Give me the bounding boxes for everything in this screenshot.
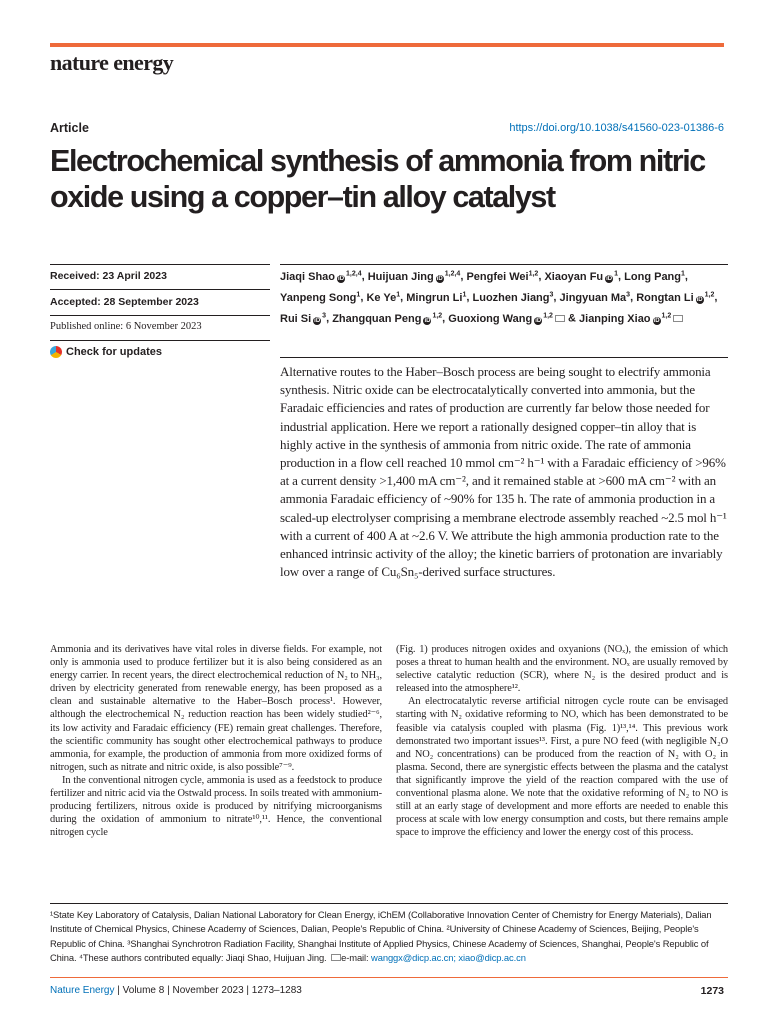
orcid-icon[interactable]: iD xyxy=(424,317,431,324)
author-name[interactable] xyxy=(448,313,565,325)
divider xyxy=(50,289,270,290)
author-name[interactable] xyxy=(280,313,326,325)
author-list: Jiaqi Shao iD$^{1,2,4}$, Huijuan Jing iD$^{1,2,4}$, Pengfei Wei$^{1,2}$, Xiaoyan Fu $iD^1$, Long Pang$^1$, Yanpeng Song$^1$, Ke Ye$^1$, Mingrun Li$^1$, Luozhen Jiang$^3$, Jingyuan Ma$^3$, Rongtan Li iD$^{1,2}$, Rui Si $iD^3$, Zhangquan Peng iD$^{1,2}$, Guoxiong Wang iD$^{1,2}$ & Jianping Xiao iD$^{1,2}$ xyxy=(280,270,718,325)
author-name[interactable] xyxy=(366,292,400,304)
orcid-icon[interactable]: iD xyxy=(653,317,660,324)
orcid-icon[interactable]: iD xyxy=(338,275,345,282)
orcid-icon[interactable]: iD xyxy=(535,317,542,324)
crossmark-icon xyxy=(50,346,62,358)
author-label: Yanpeng Song xyxy=(280,291,357,304)
affiliation-marker: 3 xyxy=(322,312,327,320)
body-column-right xyxy=(396,643,728,839)
affiliation-marker: 3 xyxy=(626,291,631,299)
affiliations xyxy=(50,908,728,965)
footer-rule xyxy=(50,977,728,978)
divider xyxy=(50,315,270,316)
orcid-icon[interactable]: iD xyxy=(696,296,703,303)
check-for-updates-label: Check for updates xyxy=(66,346,162,358)
author-name[interactable] xyxy=(466,271,538,283)
body-paragraph: (Fig. 1) produces nitrogen oxides and oxyanions (NOₓ), the emission of which poses a threat to human health and the environment. NOₓ are usually removed by selective catalytic reduction (SCR), where N₂ is the desired product and is released into the atmosphere¹². xyxy=(396,644,728,695)
footer-info: | Volume 8 | November 2023 | 1273–1283 xyxy=(114,985,302,996)
author-name[interactable] xyxy=(624,271,685,283)
envelope-icon xyxy=(331,954,341,961)
email-links[interactable]: wanggx@dicp.ac.cn; xiao@dicp.ac.cn xyxy=(371,951,526,963)
abstract: Alternative routes to the Haber–Bosch process are being sought to electrify ammonia synthesis. Nitric oxide can be electrocatalytically converted into ammonia, but the Faradaic efficiencies and rates of production are currently far below those needed for industrial application. Here we report a rationally designed copper–tin alloy that is highly active in the synthesis of ammonia from nitric oxide. The rate of ammonia production in a flow cell reached 10 mmol cm⁻² h⁻¹ with a Faradaic efficiency of >96% at a current density >1,400 mA cm⁻², and it remained stable at >600 mA cm⁻² with an ammonia Faradaic efficiency of ~90% for 135 h. The rate of ammonia production in a scaled-up electrolyser comprising a membrane electrode assembly reached ~2.5 mol h⁻¹ with a current of 400 A at ~2.6 V. We attribute the high ammonia production rate to the enhanced intrinsic activity of the alloy; the kinetic barriers of protonation are invariably low over a range of Cu₆Sn₅-derived surface structures. xyxy=(280,364,727,580)
author-name[interactable] xyxy=(636,292,714,304)
author-label: Pengfei Wei xyxy=(466,270,529,283)
author-label: Zhangquan Peng xyxy=(332,312,422,325)
author-name[interactable] xyxy=(579,313,683,325)
footer-journal-link[interactable]: Nature Energy xyxy=(50,985,115,996)
divider xyxy=(50,264,270,265)
author-label: Jiaqi Shao xyxy=(280,270,336,283)
affiliation-marker: 1,2 xyxy=(704,291,715,299)
affiliation-marker: 1,2 xyxy=(543,312,553,320)
affiliation-marker: 1,2 xyxy=(432,312,443,320)
author-name[interactable] xyxy=(280,292,360,304)
author-label: Long Pang xyxy=(624,270,681,283)
page-number: 1273 xyxy=(700,985,724,997)
body-paragraph: An electrocatalytic reverse artificial nitrogen cycle route can be envisaged starting with N₂ oxidative reforming to NO, which has been demonstrated to be feasible via catalysis coupled with plasma (Fig. 1)¹³,¹⁴. This previous work demonstrated two important issues¹³. First, a pure NO feed (with negligible N₂O and NO₂ concentrations) can be produced from the reaction of N₂ with O₂ in plasma. Second, there are synergistic effects between the plasma and the catalyst that significantly improve the yield of the reaction compared with the use of conventional plasma alone. We note that the oxidative reforming of N₂ to NO is still at an early stage of development and more efforts are needed to enable this process at scale with low energy consumption and costs, but there remains ample space to improve the efficiency and lower the energy cost of this process. xyxy=(396,696,728,839)
body-column-left xyxy=(50,643,382,839)
author-name[interactable] xyxy=(368,271,461,283)
received-date: Received: 23 April 2023 xyxy=(50,270,167,282)
envelope-icon[interactable] xyxy=(555,315,565,322)
author-label: Jianping Xiao xyxy=(579,312,651,325)
divider xyxy=(280,357,728,358)
doi-link[interactable]: https://doi.org/10.1038/s41560-023-01386-6 xyxy=(509,122,724,134)
affiliation-marker: 1 xyxy=(396,291,401,299)
article-type: Article xyxy=(50,121,89,135)
author-label: Rui Si xyxy=(280,312,312,325)
author-name[interactable] xyxy=(560,292,631,304)
top-accent-bar xyxy=(50,43,724,47)
affiliations-text: ¹State Key Laboratory of Catalysis, Dalian National Laboratory for Clean Energy, iChEM (Collaborative Innovation Center of Chemistry for Energy Materials), Dalian Institute of Chemical Physics, Chinese Academy of Sciences, Dalian, People's Republic of China. ²University of Chinese Academy of Sciences, Beijing, People's Republic of China. ³Shanghai Synchrotron Radiation Facility, Shanghai Institute of Applied Physics, Chinese Academy of Sciences, Shanghai, People's Republic of China. ⁴These authors contributed equally: Jiaqi Shao, Huijuan Jing. xyxy=(50,909,712,963)
envelope-icon[interactable] xyxy=(673,315,683,322)
affiliation-marker: 1,2 xyxy=(661,312,672,320)
affiliation-marker: 1 xyxy=(681,270,685,277)
check-for-updates-button[interactable] xyxy=(50,346,162,358)
footer-citation xyxy=(50,985,302,996)
author-name[interactable] xyxy=(406,292,466,304)
divider xyxy=(50,340,270,341)
orcid-icon[interactable]: iD xyxy=(314,317,321,324)
author-label: Luozhen Jiang xyxy=(472,291,550,304)
affiliation-marker: 1,2,4 xyxy=(346,270,362,277)
email-label: e-mail: xyxy=(341,951,369,963)
journal-name: nature energy xyxy=(50,50,174,75)
affiliation-marker: 1,2,4 xyxy=(444,270,461,277)
body-paragraph: Ammonia and its derivatives have vital roles in diverse fields. For example, not only is ammonia used to produce fertilizer but it is also being considered as an energy carrier. In recent years, the direct electrochemical reduction of N₂ to NH₃, driven by electricity generated from renewable energy, has been proposed as a clean and sustainable alternative to the Haber–Bosch process¹. However, although the electrochemical N₂ reduction reaction has been widely studied²⁻⁶, its low activity and Faradaic efficiency (FE) remain great challenges. Therefore, the scientific community has sought other electrochemical pathways to produce ammonia, for example, the production of ammonia from more oxidized forms of nitrogen, such as nitrate and nitric oxide, is also possible⁷⁻⁹. xyxy=(50,644,382,773)
article-title: Electrochemical synthesis of ammonia from nitric oxide using a copper–tin alloy catalyst xyxy=(50,144,705,214)
author-name[interactable] xyxy=(280,271,362,283)
author-label: Jingyuan Ma xyxy=(559,291,627,304)
orcid-icon[interactable]: iD xyxy=(436,275,443,282)
author-label: Mingrun Li xyxy=(406,291,463,304)
author-label: Ke Ye xyxy=(366,291,397,304)
author-label: Rongtan Li xyxy=(636,291,694,304)
divider xyxy=(50,903,728,904)
affiliation-marker: 1 xyxy=(462,291,467,299)
author-label: Guoxiong Wang xyxy=(448,312,533,325)
body-paragraph: In the conventional nitrogen cycle, ammonia is used as a feedstock to produce fertilizer and nitric acid via the Ostwald process. In soils treated with ammonium-producing fertilizers, nitrous oxide is produced by nitrifying microorganisms during the oxidation of ammonium to nitrate¹⁰,¹¹. Hence, the conventional nitrogen cycle xyxy=(50,774,382,839)
affiliation-marker: 1 xyxy=(356,291,361,299)
affiliation-marker: 1,2 xyxy=(528,270,539,277)
author-label: Xiaoyan Fu xyxy=(544,270,604,283)
published-date: Published online: 6 November 2023 xyxy=(50,321,202,332)
author-name[interactable] xyxy=(332,313,442,325)
author-label: Huijuan Jing xyxy=(367,270,434,283)
affiliation-marker: 1 xyxy=(614,270,619,277)
accepted-date: Accepted: 28 September 2023 xyxy=(50,296,199,308)
orcid-icon[interactable]: iD xyxy=(606,275,613,282)
affiliation-marker: 3 xyxy=(549,291,554,299)
author-name[interactable] xyxy=(473,292,554,304)
author-name[interactable] xyxy=(544,271,618,283)
